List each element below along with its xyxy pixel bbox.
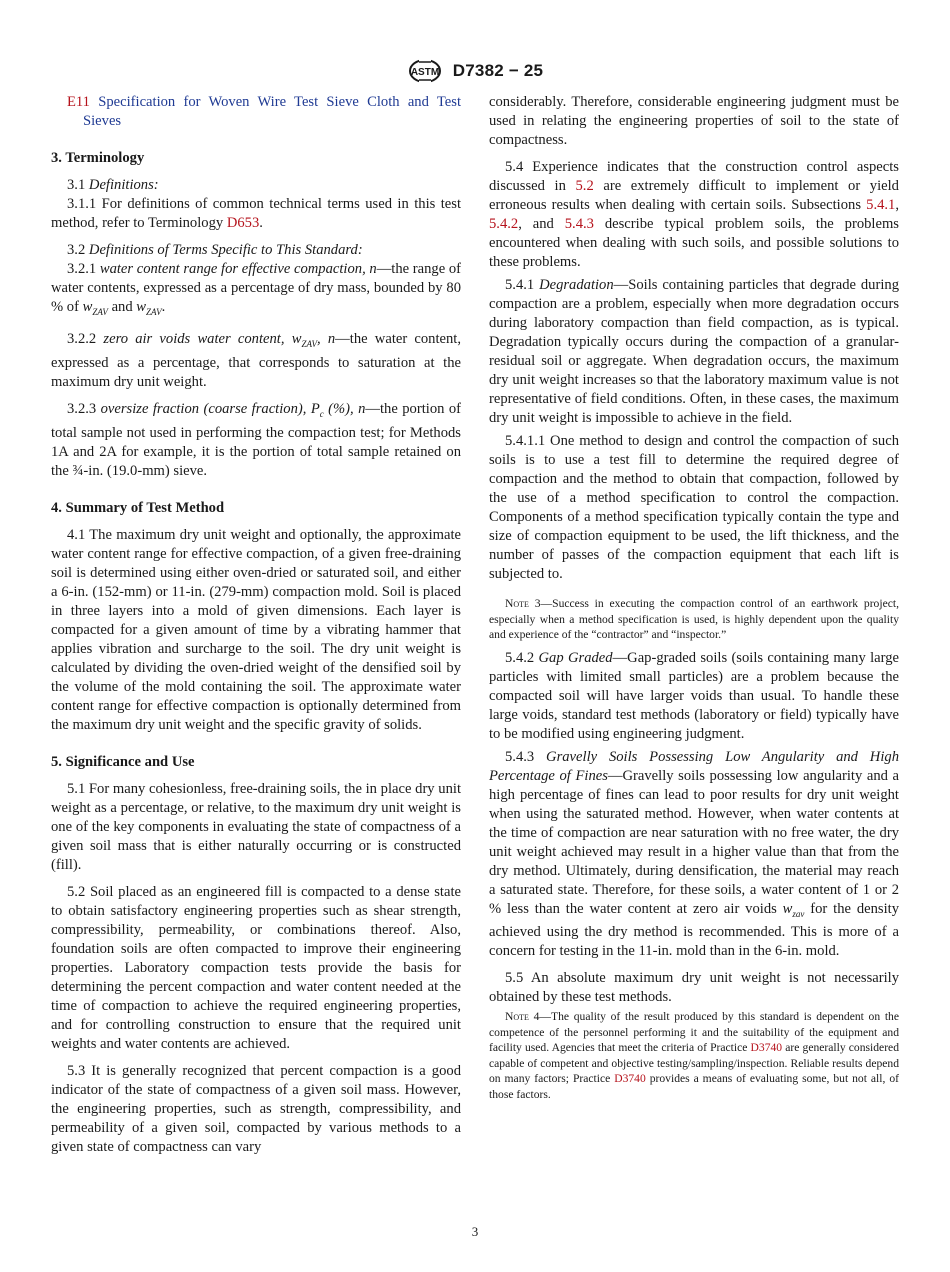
section-5-2-link[interactable]: 5.2 xyxy=(575,178,594,194)
section-5-4-1-link[interactable]: 5.4.1 xyxy=(866,197,896,213)
para-5-4-3: 5.4.3 Gravelly Soils Possessing Low Angularity and High Percentage of Fines—Gravelly soils possessing low angularity and a high percentage of fines can lead to poor results for dry unit weight when using the saturated method. However, when water contents at the time of compaction are near saturation with no free water, the dry unit weight achieved may result in a higher value than that from the dry method. Ultimately, during densification, the material may reach a saturated state. Therefore, for these soils, a water content of 1 or 2 % less than the water content at zero air voids $w_{zav}$ for the density achieved using the dry method is recommended. This is more of a concern for testing in the 11-in. mold than in the 6-in. mold. xyxy=(489,748,899,960)
para-5-1: 5.1 For many cohesionless, free-draining soils, the in place dry unit weight as a percentage, or relative, to the maximum dry unit weight is one of the key components in evaluating the state of compactness of a given soil mass that is either naturally occurring or is constructed (fill). xyxy=(51,780,461,873)
astm-logo-icon xyxy=(407,56,443,86)
e11-link[interactable]: E11 xyxy=(67,94,90,110)
d653-link[interactable]: D653 xyxy=(226,215,260,231)
para-3-2-3: 3.2.3 oversize fraction (coarse fraction), $P_c$ (%), n—the portion of total sample not used in performing the compaction test; for Methods 1A and 2A for example, it is the portion of total sample retained on the ¾-in. (19.0-mm) sieve. xyxy=(51,400,461,479)
right-column xyxy=(489,93,899,1108)
section-5-4-2-link[interactable]: 5.4.2 xyxy=(489,216,519,232)
note-3: Note 3—Success in executing the compaction control of an earthwork project, especially when a method specification is used, is highly dependent upon the quality and experience of the “contractor” and “inspector.” xyxy=(489,597,899,641)
page-header xyxy=(0,56,950,86)
section-5-heading: 5. Significance and Use xyxy=(51,753,195,770)
para-3-2: 3.2 Definitions of Terms Specific to This Standard: xyxy=(67,242,363,258)
d3740-link[interactable]: D3740 xyxy=(750,1041,783,1055)
para-4-1: 4.1 The maximum dry unit weight and optionally, the approximate water content range for effective compaction, of a given free-draining soil is determined using either oven-dried or saturated soil, and either a 6-in. (152-mm) or 11-in. (279-mm) compaction mold. Soil is placed in three layers into a mold of given dimensions. Each layer is compacted for a given amount of time by a vibrating hammer that applies vibration and surcharge to the soil. The dry unit weight is calculated by dividing the oven-dried weight of the densified soil by the volume of the mold containing the soil. The approximate water content range for effective compaction is optionally determined from the maximum dry unit weight and the specific gravity of solids. xyxy=(51,526,461,733)
para-5-3-continued: considerably. Therefore, considerable engineering judgment must be used in relating the engineering properties of soil to the state of compactness. xyxy=(489,94,899,148)
section-3-heading: 3. Terminology xyxy=(51,150,145,166)
document-number: D7382 − 25 xyxy=(452,61,544,80)
para-5-4: 5.4 Experience indicates that the construction control aspects discussed in 5.2 are extremely difficult to implement or yield erroneous results when dealing with certain soils. Subsections 5.4.1, 5.4.2, and 5.4.3 describe typical problem soils, the problems encountered when dealing with such soils, and possible solutions to these problems. xyxy=(489,159,899,270)
section-4-heading: 4. Summary of Test Method xyxy=(51,499,225,516)
para-5-5: 5.5 An absolute maximum dry unit weight is not necessarily obtained by these test methods. xyxy=(489,970,899,1006)
para-5-3: 5.3 It is generally recognized that percent compaction is a good indicator of the state of compactness of a given soil mass. However, the engineering properties, such as strength, compressibility, and permeability of a given soil, compacted by various methods to a given state of compactness can vary xyxy=(51,1062,461,1155)
para-5-4-1-1: 5.4.1.1 One method to design and control the compaction of such soils is to use a test fill to determine the required degree of compaction and the method to obtain that compaction, followed by the use of a method specification to control the compaction. Components of a method specification typically contain the type and size of compaction equipment to be used, the lift thickness, and the number of passes of the compaction equipment that each lift is subjected to. xyxy=(489,433,899,582)
para-3-1-1: 3.1.1 For definitions of common technical terms used in this test method, refer to Terminology D653. xyxy=(51,196,461,231)
para-3-2-2: 3.2.2 zero air voids water content, $w_{ZAV}$, n—the water content, expressed as a percentage, that corresponds to saturation at the maximum dry unit weight. xyxy=(51,330,462,390)
page-number: 3 xyxy=(471,1224,479,1239)
left-column xyxy=(51,93,461,1157)
para-5-2: 5.2 Soil placed as an engineered fill is compacted to a dense state to obtain satisfactory engineering properties such as shear strength, compressibility, permeability, or combinations thereof. Also, foundation soils are often compacted to improve their engineering properties. Laboratory compaction tests provide the basis for determining the percent compaction and water content needed at the time of compaction to achieve the required engineering properties, and for controlling construction to ensure that the required unit weights and water contents are achieved. xyxy=(51,883,461,1052)
reference-e11: E11 Specification for Woven Wire Test Sieve Cloth and Test Sieves xyxy=(67,94,461,129)
para-3-1: 3.1 Definitions: xyxy=(67,177,159,193)
note-4: Note 4—The quality of the result produced by this standard is dependent on the competence of the personnel performing it and the suitability of the equipment and facility used. Agencies that meet the criteria of Practice D3740 are generally considered capable of competent and objective testing/sampling/inspection. Reliable results depend on many factors; Practice D3740 provides a means of evaluating some, but not all, of those factors. xyxy=(489,1010,899,1101)
d3740-link-2[interactable]: D3740 xyxy=(614,1072,646,1086)
section-5-4-3-link[interactable]: 5.4.3 xyxy=(564,216,594,232)
para-3-2-1: 3.2.1 water content range for effective compaction, n—the range of water contents, expressed as a percentage of dry mass, bounded by 80 % of $w_{ZAV}$ and $w_{ZAV}$. xyxy=(51,261,461,317)
para-5-4-1: 5.4.1 Degradation—Soils containing particles that degrade during compaction are a problem, especially when more degradation occurs during laboratory compaction than field compaction, as is typical. Degradation typically occurs during the compaction of a granular-residual soil or aggregate. When degradation occurs, the maximum dry unit weight increases so that the laboratory maximum value is not representative of field conditions. Often, in these cases, the maximum dry unit weight is impossible to achieve in the field. xyxy=(489,277,899,426)
svg-text:ASTM: ASTM xyxy=(410,67,439,78)
para-5-4-2: 5.4.2 Gap Graded—Gap-graded soils (soils containing many large particles with limited small particles) are a problem because the compacted soil will have larger voids than usual. To handle these large voids, standard test methods (laboratory or field) typically have to be modified using engineering judgment. xyxy=(489,649,899,742)
